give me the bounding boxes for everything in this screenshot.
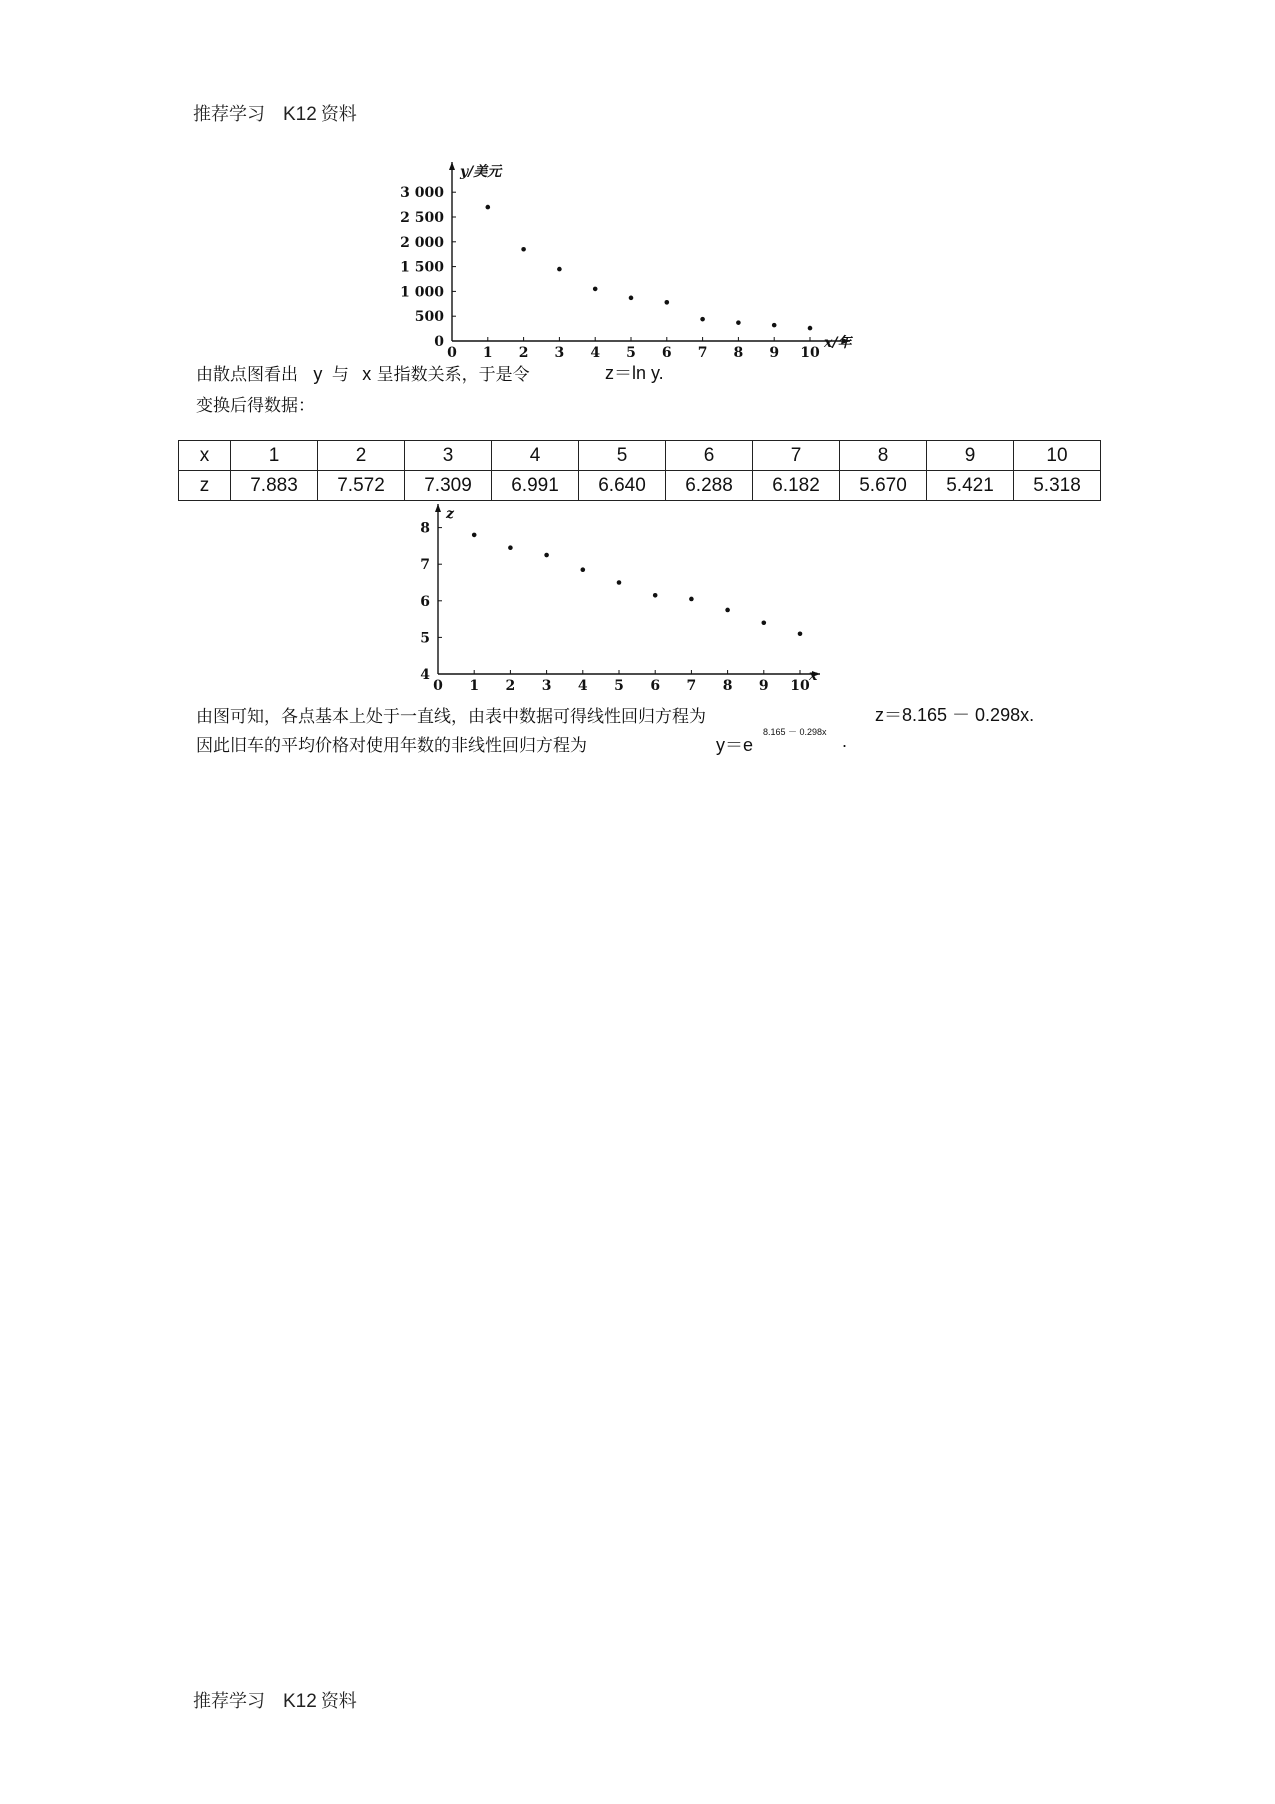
table-cell: 5 xyxy=(579,441,666,471)
table-cell: 7.572 xyxy=(318,471,405,501)
data-point xyxy=(736,320,741,325)
x-axis-label: x/年 xyxy=(824,335,852,351)
data-table xyxy=(178,440,1101,501)
equation-nonlinear-exponent: 8.165 － 0.298x xyxy=(763,727,827,737)
text-line-4: 因此旧车的平均价格对使用年数的非线性回归方程为 xyxy=(196,736,587,756)
y-tick-label: 2 500 xyxy=(400,210,444,226)
header-k12: K12 xyxy=(283,104,317,125)
data-point xyxy=(486,205,491,210)
table-row xyxy=(179,471,1101,501)
data-point xyxy=(725,608,730,613)
y-tick-label: 3 000 xyxy=(400,185,444,202)
data-point xyxy=(508,545,513,550)
x-tick-label: 8 xyxy=(722,678,733,694)
x-tick-label: 10 xyxy=(800,345,820,358)
data-point xyxy=(808,326,813,331)
page-header xyxy=(193,100,357,126)
y-tick-label: 500 xyxy=(414,309,444,326)
x-tick-label: 0 xyxy=(447,345,457,358)
table-cell: 6 xyxy=(666,441,753,471)
x-tick-label: 8 xyxy=(733,345,744,358)
table-cell: 10 xyxy=(1014,441,1101,471)
data-point xyxy=(557,267,562,272)
table-cell: 1 xyxy=(231,441,318,471)
x-tick-label: 7 xyxy=(697,345,708,358)
y-tick-label: 4 xyxy=(420,667,430,683)
table-cell: 7.309 xyxy=(405,471,492,501)
equation-nonlinear-period: . xyxy=(842,731,848,751)
table-row-header-z: z xyxy=(179,471,231,501)
text-line-2: 变换后得数据： xyxy=(196,396,315,416)
table-cell: 9 xyxy=(927,441,1014,471)
data-point xyxy=(593,287,598,292)
x-tick-label: 10 xyxy=(790,678,810,694)
equation-linear-regression: z＝8.165 － 0.298x. xyxy=(875,705,1035,725)
table-cell: 2 xyxy=(318,441,405,471)
table-cell: 8 xyxy=(840,441,927,471)
x-tick-label: 4 xyxy=(590,345,601,358)
text-line-1 xyxy=(196,360,530,385)
y-tick-label: 7 xyxy=(420,557,430,574)
table-cell: 4 xyxy=(492,441,579,471)
x-axis-label: x xyxy=(809,668,818,684)
footer-right: 资料 xyxy=(320,1691,357,1712)
data-point xyxy=(629,296,634,301)
y-tick-label: 1 000 xyxy=(400,284,444,301)
x-tick-label: 5 xyxy=(614,678,624,694)
data-point xyxy=(798,631,803,636)
equation-z-ln-y: z＝ln y. xyxy=(605,363,664,383)
y-tick-label: 8 xyxy=(420,520,430,537)
y-axis-label: y/美元 xyxy=(460,164,502,180)
y-tick-label: 1 500 xyxy=(400,259,444,276)
y-axis-label: z xyxy=(446,506,454,522)
data-point xyxy=(772,323,777,328)
x-tick-label: 0 xyxy=(433,678,443,694)
data-point xyxy=(581,567,586,572)
table-cell: 6.640 xyxy=(579,471,666,501)
y-axis-arrow xyxy=(449,162,455,170)
y-tick-label: 6 xyxy=(420,593,430,610)
page-footer xyxy=(193,1687,357,1713)
data-point xyxy=(762,620,767,625)
x-tick-label: 6 xyxy=(650,678,661,694)
x-tick-label: 9 xyxy=(769,345,780,358)
footer-left: 推荐学习 xyxy=(193,1691,265,1712)
table-cell: 5.421 xyxy=(927,471,1014,501)
line1-var-x: x xyxy=(362,364,372,384)
table-cell: 6.288 xyxy=(666,471,753,501)
data-point xyxy=(472,533,477,538)
x-tick-label: 9 xyxy=(758,678,769,694)
data-point xyxy=(665,300,670,305)
data-point xyxy=(653,593,658,598)
x-tick-label: 3 xyxy=(541,678,552,694)
equation-nonlinear-base: y＝e xyxy=(716,735,754,755)
line1-part-b: 与 xyxy=(331,365,349,385)
line1-part-c: 呈指数关系，于是令 xyxy=(376,365,530,385)
x-tick-label: 7 xyxy=(686,678,697,694)
text-line-3: 由图可知，各点基本上处于一直线，由表中数据可得线性回归方程为 xyxy=(196,707,706,727)
table-cell: 3 xyxy=(405,441,492,471)
y-tick-label: 0 xyxy=(434,334,444,350)
data-point xyxy=(544,553,549,558)
data-point xyxy=(617,580,622,585)
x-tick-label: 6 xyxy=(661,345,672,358)
y-axis-arrow xyxy=(435,504,441,512)
scatter-chart-z xyxy=(418,500,838,700)
footer-k12: K12 xyxy=(283,1691,317,1712)
x-tick-label: 1 xyxy=(482,345,493,358)
table-row xyxy=(179,441,1101,471)
table-cell: 5.670 xyxy=(840,471,927,501)
table-cell: 5.318 xyxy=(1014,471,1101,501)
x-tick-label: 4 xyxy=(577,678,588,694)
scatter-chart-price xyxy=(400,158,870,358)
x-tick-label: 3 xyxy=(554,345,565,358)
table-cell: 7 xyxy=(753,441,840,471)
table-cell: 7.883 xyxy=(231,471,318,501)
line1-var-y: y xyxy=(313,364,323,384)
data-point xyxy=(689,597,694,602)
table-cell: 6.182 xyxy=(753,471,840,501)
data-point xyxy=(521,247,526,252)
table-row-header-x: x xyxy=(179,441,231,471)
header-right: 资料 xyxy=(320,104,357,125)
header-left: 推荐学习 xyxy=(193,104,265,125)
data-point xyxy=(700,317,705,322)
x-tick-label: 1 xyxy=(469,678,480,694)
table-cell: 6.991 xyxy=(492,471,579,501)
y-tick-label: 2 000 xyxy=(400,234,444,251)
x-tick-label: 5 xyxy=(626,345,636,358)
line1-part-a: 由散点图看出 xyxy=(196,365,298,385)
y-tick-label: 5 xyxy=(420,630,430,647)
x-tick-label: 2 xyxy=(518,345,529,358)
x-tick-label: 2 xyxy=(505,678,516,694)
